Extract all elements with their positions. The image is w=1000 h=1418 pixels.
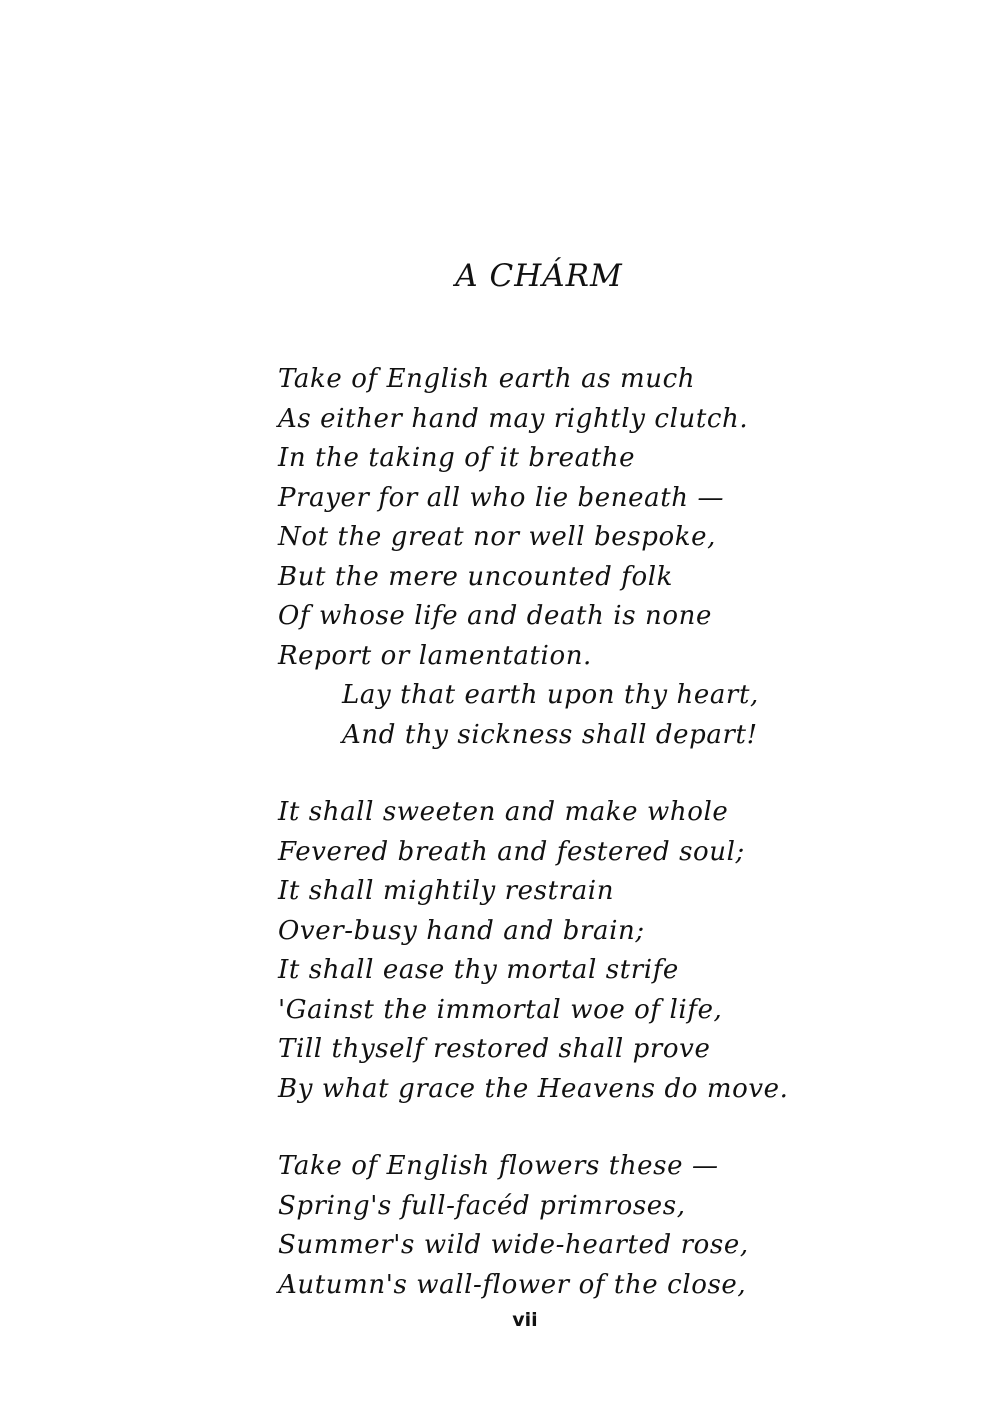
poem-line-indented: And thy sickness shall depart! bbox=[342, 719, 758, 750]
poem-line: Of whose life and death is none bbox=[278, 601, 712, 631]
stanza bbox=[278, 793, 918, 1109]
stanza bbox=[278, 360, 918, 755]
page-number: vii bbox=[512, 1309, 538, 1331]
poem-line: Autumn's wall-flower of the close, bbox=[278, 1269, 747, 1300]
poem-title: A CHÁRM bbox=[455, 258, 623, 294]
poem-line: 'Gainst the immortal woe of life, bbox=[278, 994, 723, 1025]
stanza-break bbox=[278, 755, 918, 793]
poem-line: Take of English earth as much bbox=[278, 364, 696, 394]
stanza bbox=[278, 1147, 918, 1305]
poem-line: Fevered breath and festered soul; bbox=[278, 836, 745, 867]
poem-line: In the taking of it breathe bbox=[278, 443, 636, 473]
poem-line: Summer's wild wide-hearted rose, bbox=[278, 1230, 749, 1260]
stanza-break bbox=[278, 1109, 918, 1147]
poem-line: By what grace the Heavens do move. bbox=[278, 1073, 789, 1104]
poem-line: Report or lamentation. bbox=[278, 640, 592, 671]
poem-line-indented: Lay that earth upon thy heart, bbox=[342, 680, 759, 710]
poem-line: As either hand may rightly clutch. bbox=[278, 403, 749, 434]
poem-line: Over-busy hand and brain; bbox=[278, 915, 645, 946]
poem-line: Not the great nor well bespoke, bbox=[278, 522, 716, 552]
poem-line: Spring's full-facéd primroses, bbox=[278, 1190, 686, 1221]
poem-line: Till thyself restored shall prove bbox=[278, 1034, 711, 1064]
poem-line: It shall sweeten and make whole bbox=[278, 797, 729, 827]
poem-body bbox=[278, 360, 918, 1305]
poem-line: But the mere uncounted folk bbox=[278, 561, 674, 592]
poem-line: It shall ease thy mortal strife bbox=[278, 955, 679, 985]
poem-line: Prayer for all who lie beneath — bbox=[278, 482, 725, 513]
poem-line: Take of English flowers these — bbox=[278, 1151, 719, 1181]
poem-line: It shall mightily restrain bbox=[278, 876, 615, 906]
